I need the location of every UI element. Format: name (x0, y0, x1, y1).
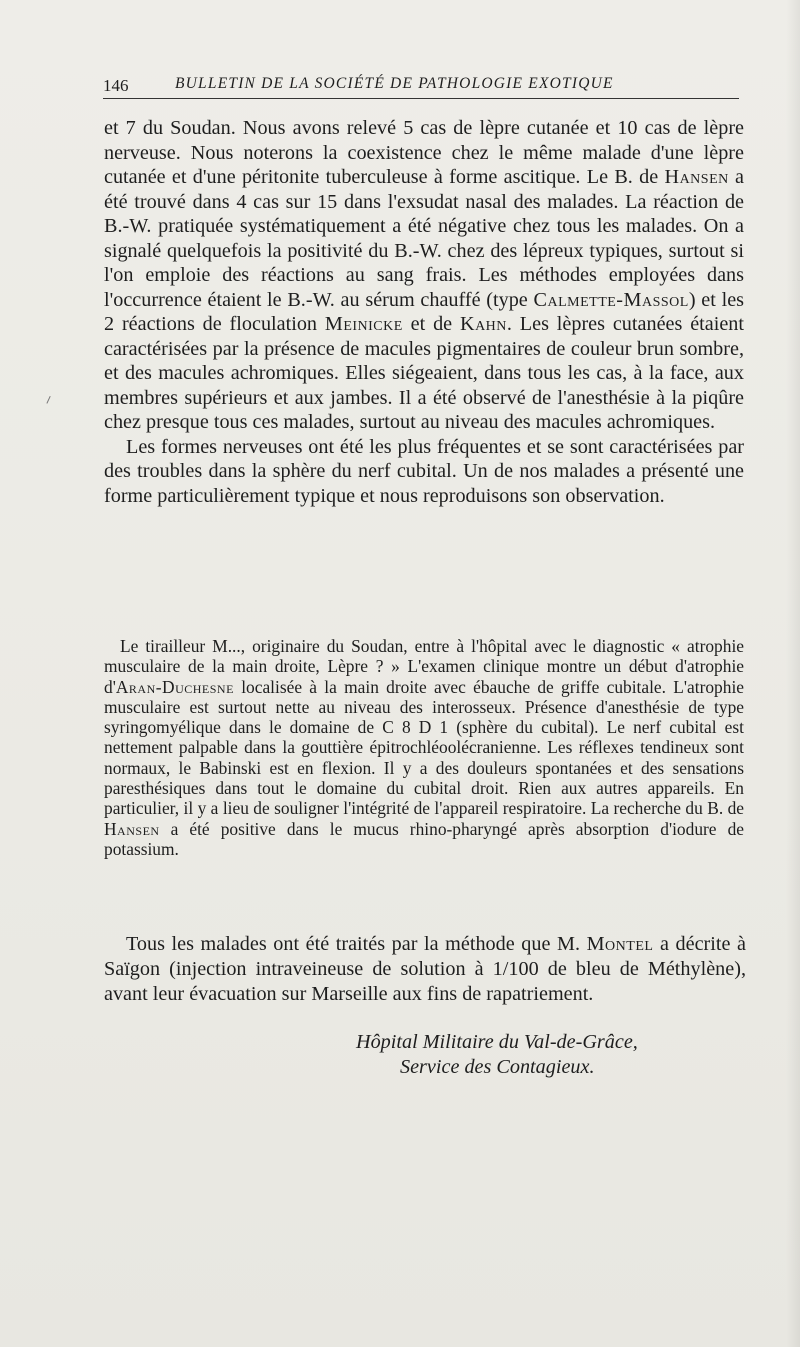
text-run: ) et les 2 réactions de floculation (104, 288, 745, 335)
text-run: Tous les malades ont été traités par la méthode que M. (126, 933, 587, 955)
author-name-hansen: Hansen (104, 818, 160, 839)
author-name-kahn: Kahn (459, 313, 507, 335)
author-name-aran-duchesne: Aran-Duchesne (115, 676, 234, 697)
page-number: 146 (103, 76, 129, 95)
author-name-calmette-massol: Calmette-Massol (533, 288, 689, 311)
page-edge-shadow (786, 0, 800, 1347)
header-rule (103, 98, 739, 99)
text-run: . Les lèpres cutanées étaient caractérisées par la présence de macules pigmentaires de couleur brun sombre, et des macules achromiques. Elles siégeaient, dans tous les cas, à la face, aux membres supérieurs et aux jambes. Il a été observé de l'anesthésie à la piqûre chez presque tous ces malades, surtout au niveau des macules achromiques. (104, 313, 744, 433)
paragraph-lepre-cases (104, 116, 744, 435)
paragraph-nervous-forms: Les formes nerveuses ont été les plus fréquentes et se sont caractérisées par des troubles dans la sphère du nerf cubital. Un de nos malades a présenté une forme particulièrement typique et nous reproduisons son observation. (104, 435, 744, 507)
text-run: a été trouvé dans 4 cas sur 15 dans l'exsudat nasal des malades. La réaction de B.-W. pratiquée systématiquement a été négative chez tous les malades. On a signalé quelquefois la positivité du B.-W. chez des lépreux typiques, surtout si l'on emploie des réactions au sang frais. Les méthodes employées dans l'occurrence étaient le B.-W. au sérum chauffé (type (104, 166, 744, 311)
signature-service: Service des Contagieux. (400, 1056, 595, 1078)
text-run: a été positive dans le mucus rhino-pharyngé après absorption d'iodure de potassium. (104, 818, 744, 859)
main-text (104, 116, 744, 508)
running-title: BULLETIN DE LA SOCIÉTÉ DE PATHOLOGIE EXOTIQUE (175, 75, 614, 92)
signature-hospital: Hôpital Militaire du Val-de-Grâce, (356, 1031, 638, 1053)
text-run: a décrite à Saïgon (injection intraveineuse de solution à 1/100 de bleu de Méthylène), avant leur évacuation sur Marseille aux fins de rapatriement. (104, 933, 747, 1005)
signature-block (104, 1030, 744, 1080)
text-run: localisée à la main droite avec ébauche de griffe cubitale. L'atrophie musculaire est surtout nette au niveau des interosseux. Présence d'anesthésie de type syringomyélique dans le domaine de C 8 D 1 (sphère du cubital). Le nerf cubital est nettement palpable dans la gouttière épitrochléoolécranienne. Les réflexes tendineux sont normaux, le Babinski est en flexion. Il y a des douleurs spontanées et des sensations paresthésiques dans tout le domaine du cubital droit. Rien aux autres appareils. En particulier, il y a lieu de souligner l'intégrité de l'appareil respiratoire. La recherche du B. de (104, 676, 744, 819)
text-run: et de (402, 313, 460, 335)
text-run: Le tirailleur M..., originaire du Soudan, entre à l'hôpital avec le diagnostic « atrophie musculaire de la main droite, Lèpre ? » L'examen clinique montre un début d'atrophie d' (104, 636, 744, 697)
author-name-hansen: Hansen (664, 166, 729, 188)
paragraph-treatment (104, 932, 746, 1007)
case-observation (104, 636, 744, 859)
author-name-montel: Montel (586, 933, 654, 955)
text-run: et 7 du Soudan. Nous avons relevé 5 cas de lèpre cutanée et 10 cas de lèpre nerveuse. Nous noterons la coexistence chez le même malade d'une lèpre cutanée et d'une péritonite tuberculeuse à forme ascitique. Le B. de (104, 117, 744, 188)
page-header (103, 76, 739, 100)
author-name-meinicke: Meinicke (324, 313, 403, 335)
margin-pencil-mark (46, 396, 51, 404)
